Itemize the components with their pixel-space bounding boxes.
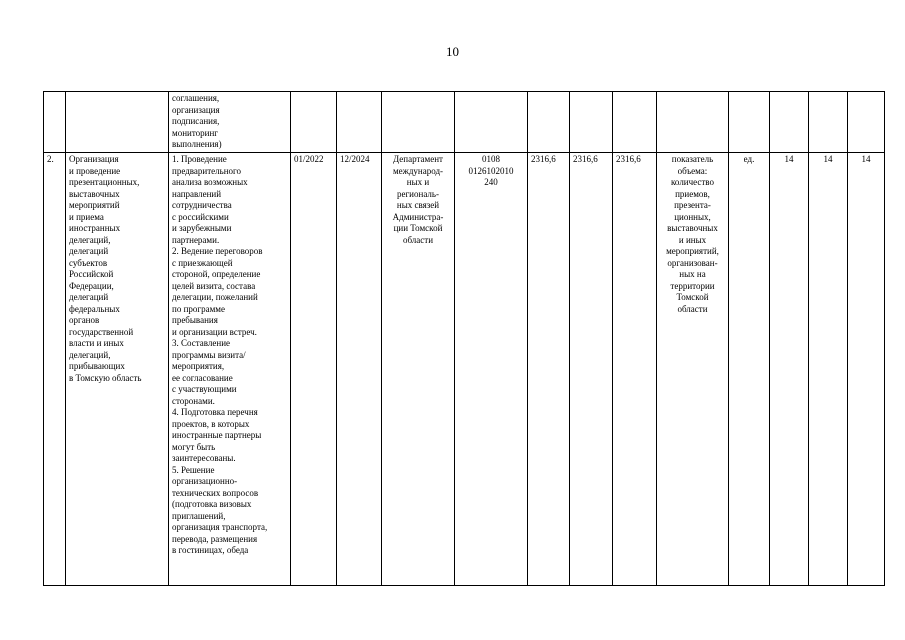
cell-value-3 <box>848 92 885 153</box>
cell-amount-1 <box>528 92 570 153</box>
cell-amount-3: 2316,6 <box>613 153 657 586</box>
cell-indicator <box>657 92 729 153</box>
cell-amount-3 <box>613 92 657 153</box>
cell-executor: Департамент международ- ных и региональ- ных связей Администра- ции Томской области <box>382 153 455 586</box>
cell-code <box>455 92 528 153</box>
cell-activities: 1. Проведение предварительного анализа возможных направлений сотрудничества с российскими и зарубежными партнерами. 2. Ведение переговоров с приезжающей стороной, определение целей визита, состава делегации, пожеланий по программе пребывания и организации встреч. 3. Составление программы визита/ мероприятия, ее согласование с участвующими сторонами. 4. Подготовка перечня проектов, в которых иностранные партнеры могут быть заинтересованы. 5. Решение организационно- технических вопросов (подготовка визовых приглашений, организация транспорта, перевода, размещения в гостиницах, обеда <box>169 153 291 586</box>
cell-indicator: показатель объема: количество приемов, презента- ционных, выставочных и иных мероприятий, организован- ных на территории Томской области <box>657 153 729 586</box>
cell-start: 01/2022 <box>291 153 337 586</box>
table-row <box>44 153 885 586</box>
cell-amount-1: 2316,6 <box>528 153 570 586</box>
program-table <box>43 91 885 586</box>
table-row <box>44 92 885 153</box>
cell-unit: ед. <box>729 153 770 586</box>
page-number: 10 <box>446 44 459 59</box>
cell-num <box>44 92 66 153</box>
cell-amount-2: 2316,6 <box>570 153 613 586</box>
cell-value-2: 14 <box>809 153 848 586</box>
cell-value-1: 14 <box>770 153 809 586</box>
cell-end: 12/2024 <box>337 153 382 586</box>
cell-code: 0108 0126102010 240 <box>455 153 528 586</box>
cell-start <box>291 92 337 153</box>
cell-end <box>337 92 382 153</box>
cell-amount-2 <box>570 92 613 153</box>
cell-unit <box>729 92 770 153</box>
cell-num: 2. <box>44 153 66 586</box>
cell-activities: соглашения, организация подписания, мониторинг выполнения) <box>169 92 291 153</box>
cell-value-2 <box>809 92 848 153</box>
cell-value-1 <box>770 92 809 153</box>
cell-name <box>66 92 169 153</box>
cell-executor <box>382 92 455 153</box>
cell-name: Организация и проведение презентационных, выставочных мероприятий и приема иностранных делегаций, делегаций субъектов Российской Федерации, делегаций федеральных органов государственной власти и иных делегаций, прибывающих в Томскую область <box>66 153 169 586</box>
cell-value-3: 14 <box>848 153 885 586</box>
